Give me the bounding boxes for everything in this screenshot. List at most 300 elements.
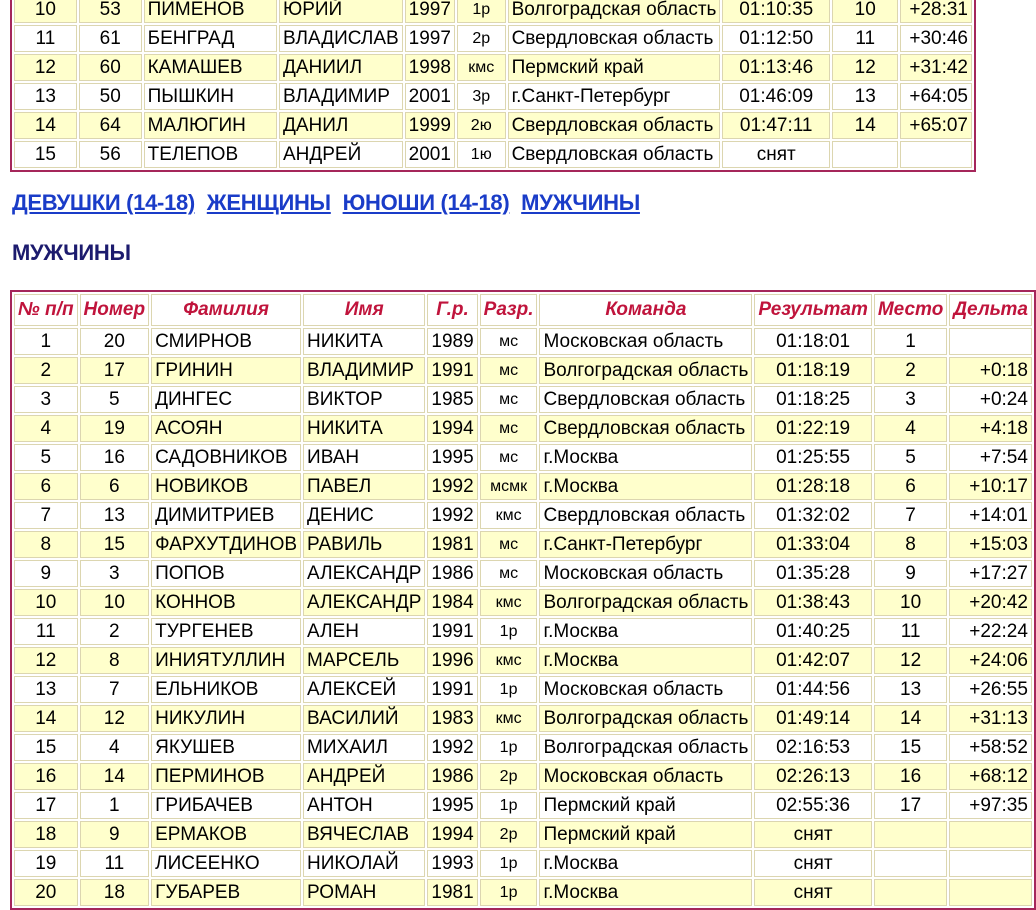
cell-place xyxy=(874,879,947,906)
cell-surname: СМИРНОВ xyxy=(151,328,301,355)
cell-result: 01:42:07 xyxy=(754,647,872,674)
cell-place: 10 xyxy=(832,0,898,23)
cell-position: 15 xyxy=(14,734,78,761)
cell-bib: 8 xyxy=(80,647,150,674)
cell-birth-year: 1993 xyxy=(427,850,477,877)
cell-place: 15 xyxy=(874,734,947,761)
cell-rank: мс xyxy=(480,357,538,384)
cell-name: АЛЕКСАНДР xyxy=(303,589,425,616)
table-row xyxy=(14,386,1032,413)
cell-result: снят xyxy=(754,821,872,848)
cell-place: 7 xyxy=(874,502,947,529)
cell-surname: ГРИБАЧЕВ xyxy=(151,792,301,819)
cell-rank: 1р xyxy=(480,734,538,761)
cell-position: 12 xyxy=(14,647,78,674)
cell-bib: 2 xyxy=(80,618,150,645)
cell-rank: 1р xyxy=(457,0,506,23)
cell-rank: 1р xyxy=(480,792,538,819)
category-nav xyxy=(12,190,646,216)
cell-result: 01:18:25 xyxy=(754,386,872,413)
cell-position: 1 xyxy=(14,328,78,355)
cell-position: 16 xyxy=(14,763,78,790)
cell-position: 13 xyxy=(14,676,78,703)
cell-name: АНДРЕЙ xyxy=(303,763,425,790)
cell-position: 12 xyxy=(14,54,77,81)
cell-position: 11 xyxy=(14,618,78,645)
cell-bib: 16 xyxy=(80,444,150,471)
cell-surname: КОННОВ xyxy=(151,589,301,616)
cell-delta: +22:24 xyxy=(949,618,1032,645)
cell-birth-year: 1981 xyxy=(427,531,477,558)
cell-bib: 50 xyxy=(79,83,142,110)
cell-bib: 18 xyxy=(80,879,150,906)
cell-birth-year: 1986 xyxy=(427,560,477,587)
nav-link-girls[interactable]: ДЕВУШКИ (14-18) xyxy=(12,190,195,215)
cell-position: 15 xyxy=(14,141,77,168)
cell-place xyxy=(874,821,947,848)
cell-team: г.Москва xyxy=(539,618,752,645)
cell-result: 02:55:36 xyxy=(754,792,872,819)
cell-team: Свердловская область xyxy=(539,386,752,413)
cell-place: 9 xyxy=(874,560,947,587)
cell-place xyxy=(832,141,898,168)
cell-surname: ПЫШКИН xyxy=(144,83,277,110)
cell-surname: ГУБАРЕВ xyxy=(151,879,301,906)
cell-delta: +15:03 xyxy=(949,531,1032,558)
cell-team: Волгоградская область xyxy=(508,0,721,23)
header-place: Место xyxy=(874,294,947,326)
cell-bib: 5 xyxy=(80,386,150,413)
cell-delta: +28:31 xyxy=(900,0,972,23)
cell-surname: ЕРМАКОВ xyxy=(151,821,301,848)
cell-bib: 17 xyxy=(80,357,150,384)
header-surname: Фамилия xyxy=(151,294,301,326)
table-row xyxy=(14,357,1032,384)
table-row xyxy=(14,502,1032,529)
cell-bib: 3 xyxy=(80,560,150,587)
cell-rank: мс xyxy=(480,386,538,413)
cell-surname: ПЕРМИНОВ xyxy=(151,763,301,790)
cell-bib: 9 xyxy=(80,821,150,848)
cell-delta: +4:18 xyxy=(949,415,1032,442)
results-table-men-body xyxy=(14,328,1032,906)
cell-name: ПАВЕЛ xyxy=(303,473,425,500)
cell-rank: мс xyxy=(480,531,538,558)
header-team: Команда xyxy=(539,294,752,326)
cell-place: 17 xyxy=(874,792,947,819)
cell-name: НИКИТА xyxy=(303,415,425,442)
table-header-row xyxy=(14,294,1032,326)
cell-result: снят xyxy=(754,850,872,877)
cell-position: 2 xyxy=(14,357,78,384)
header-name: Имя xyxy=(303,294,425,326)
cell-rank: 1р xyxy=(480,850,538,877)
cell-name: ВАСИЛИЙ xyxy=(303,705,425,732)
cell-surname: ГРИНИН xyxy=(151,357,301,384)
cell-team: г.Санкт-Петербург xyxy=(539,531,752,558)
cell-birth-year: 1996 xyxy=(427,647,477,674)
cell-surname: НИКУЛИН xyxy=(151,705,301,732)
cell-bib: 12 xyxy=(80,705,150,732)
table-row xyxy=(14,141,972,168)
cell-rank: 3р xyxy=(457,83,506,110)
cell-rank: кмс xyxy=(480,647,538,674)
cell-rank: кмс xyxy=(457,54,506,81)
cell-result: 02:16:53 xyxy=(754,734,872,761)
cell-birth-year: 1986 xyxy=(427,763,477,790)
cell-team: Свердловская область xyxy=(539,502,752,529)
cell-team: Свердловская область xyxy=(539,415,752,442)
cell-position: 10 xyxy=(14,589,78,616)
cell-result: 01:32:02 xyxy=(754,502,872,529)
cell-result: 02:26:13 xyxy=(754,763,872,790)
cell-name: ВЯЧЕСЛАВ xyxy=(303,821,425,848)
cell-place: 12 xyxy=(832,54,898,81)
cell-team: Волгоградская область xyxy=(539,734,752,761)
table-row xyxy=(14,589,1032,616)
cell-place: 6 xyxy=(874,473,947,500)
cell-team: г.Москва xyxy=(539,879,752,906)
cell-delta: +64:05 xyxy=(900,83,972,110)
cell-surname: ЯКУШЕВ xyxy=(151,734,301,761)
cell-team: г.Москва xyxy=(539,444,752,471)
cell-delta: +31:42 xyxy=(900,54,972,81)
cell-delta xyxy=(949,879,1032,906)
cell-surname: КАМАШЕВ xyxy=(144,54,277,81)
results-table-previous xyxy=(10,0,976,172)
cell-delta: +17:27 xyxy=(949,560,1032,587)
cell-name: НИКОЛАЙ xyxy=(303,850,425,877)
cell-delta: +31:13 xyxy=(949,705,1032,732)
cell-bib: 7 xyxy=(80,676,150,703)
cell-position: 17 xyxy=(14,792,78,819)
table-row xyxy=(14,444,1032,471)
cell-position: 11 xyxy=(14,25,77,52)
cell-surname: ТУРГЕНЕВ xyxy=(151,618,301,645)
cell-position: 20 xyxy=(14,879,78,906)
cell-place: 11 xyxy=(874,618,947,645)
cell-name: ВЛАДИСЛАВ xyxy=(279,25,403,52)
cell-rank: мс xyxy=(480,328,538,355)
cell-team: Свердловская область xyxy=(508,141,721,168)
cell-birth-year: 1995 xyxy=(427,792,477,819)
cell-result: 01:22:19 xyxy=(754,415,872,442)
cell-bib: 64 xyxy=(79,112,142,139)
cell-place: 8 xyxy=(874,531,947,558)
cell-name: ДЕНИС xyxy=(303,502,425,529)
cell-team: г.Москва xyxy=(539,473,752,500)
header-rank: Разр. xyxy=(480,294,538,326)
cell-place: 14 xyxy=(874,705,947,732)
table-row xyxy=(14,676,1032,703)
cell-surname: ФАРХУТДИНОВ xyxy=(151,531,301,558)
cell-name: АНДРЕЙ xyxy=(279,141,403,168)
cell-delta: +10:17 xyxy=(949,473,1032,500)
table-row xyxy=(14,83,972,110)
header-position: № п/п xyxy=(14,294,78,326)
table-row xyxy=(14,705,1032,732)
results-table-men xyxy=(10,290,1036,910)
cell-surname: ПИМЕНОВ xyxy=(144,0,277,23)
cell-rank: 2р xyxy=(480,821,538,848)
cell-bib: 6 xyxy=(80,473,150,500)
results-table-previous-body xyxy=(14,0,972,168)
cell-place: 13 xyxy=(832,83,898,110)
cell-position: 10 xyxy=(14,0,77,23)
cell-team: г.Санкт-Петербург xyxy=(508,83,721,110)
cell-name: МИХАИЛ xyxy=(303,734,425,761)
cell-surname: НОВИКОВ xyxy=(151,473,301,500)
header-birth-year: Г.р. xyxy=(427,294,477,326)
cell-name: РОМАН xyxy=(303,879,425,906)
cell-result: 01:12:50 xyxy=(722,25,830,52)
header-delta: Дельта xyxy=(949,294,1032,326)
cell-delta xyxy=(949,821,1032,848)
cell-birth-year: 1991 xyxy=(427,618,477,645)
cell-birth-year: 2001 xyxy=(405,141,455,168)
cell-surname: ЕЛЬНИКОВ xyxy=(151,676,301,703)
cell-name: МАРСЕЛЬ xyxy=(303,647,425,674)
cell-delta: +20:42 xyxy=(949,589,1032,616)
section-title: МУЖЧИНЫ xyxy=(12,240,131,265)
cell-name: РАВИЛЬ xyxy=(303,531,425,558)
cell-team: Волгоградская область xyxy=(539,705,752,732)
cell-birth-year: 1999 xyxy=(405,112,455,139)
cell-position: 13 xyxy=(14,83,77,110)
cell-bib: 56 xyxy=(79,141,142,168)
cell-bib: 15 xyxy=(80,531,150,558)
cell-surname: АСОЯН xyxy=(151,415,301,442)
cell-birth-year: 1992 xyxy=(427,502,477,529)
cell-result: снят xyxy=(722,141,830,168)
cell-surname: ЛИСЕЕНКО xyxy=(151,850,301,877)
cell-place: 2 xyxy=(874,357,947,384)
cell-rank: мсмк xyxy=(480,473,538,500)
cell-delta: +14:01 xyxy=(949,502,1032,529)
cell-name: ЮРИЙ xyxy=(279,0,403,23)
cell-team: Волгоградская область xyxy=(539,589,752,616)
cell-birth-year: 1991 xyxy=(427,676,477,703)
cell-name: ДАНИЛ xyxy=(279,112,403,139)
cell-rank: 1р xyxy=(480,676,538,703)
cell-place: 13 xyxy=(874,676,947,703)
header-result: Результат xyxy=(754,294,872,326)
cell-place: 3 xyxy=(874,386,947,413)
cell-team: Пермский край xyxy=(539,792,752,819)
cell-result: 01:38:43 xyxy=(754,589,872,616)
cell-name: АНТОН xyxy=(303,792,425,819)
table-row xyxy=(14,560,1032,587)
cell-place: 11 xyxy=(832,25,898,52)
cell-delta: +30:46 xyxy=(900,25,972,52)
cell-birth-year: 1994 xyxy=(427,415,477,442)
cell-team: Московская область xyxy=(539,676,752,703)
nav-link-women[interactable]: ЖЕНЩИНЫ xyxy=(206,190,331,215)
cell-bib: 1 xyxy=(80,792,150,819)
cell-surname: ПОПОВ xyxy=(151,560,301,587)
cell-bib: 11 xyxy=(80,850,150,877)
cell-team: Московская область xyxy=(539,560,752,587)
cell-birth-year: 1981 xyxy=(427,879,477,906)
cell-rank: кмс xyxy=(480,589,538,616)
table-row xyxy=(14,25,972,52)
cell-result: 01:13:46 xyxy=(722,54,830,81)
cell-team: Пермский край xyxy=(539,821,752,848)
cell-bib: 60 xyxy=(79,54,142,81)
cell-bib: 10 xyxy=(80,589,150,616)
table-row xyxy=(14,850,1032,877)
table-row xyxy=(14,879,1032,906)
cell-place: 12 xyxy=(874,647,947,674)
cell-delta: +26:55 xyxy=(949,676,1032,703)
cell-birth-year: 1994 xyxy=(427,821,477,848)
cell-name: ВЛАДИМИР xyxy=(303,357,425,384)
cell-delta: +58:52 xyxy=(949,734,1032,761)
cell-team: Московская область xyxy=(539,763,752,790)
cell-result: 01:33:04 xyxy=(754,531,872,558)
cell-delta: +0:24 xyxy=(949,386,1032,413)
table-row xyxy=(14,792,1032,819)
table-row xyxy=(14,734,1032,761)
cell-position: 6 xyxy=(14,473,78,500)
table-row xyxy=(14,473,1032,500)
nav-link-men[interactable]: МУЖЧИНЫ xyxy=(521,190,640,215)
table-row xyxy=(14,531,1032,558)
cell-team: Свердловская область xyxy=(508,25,721,52)
cell-bib: 61 xyxy=(79,25,142,52)
cell-team: Волгоградская область xyxy=(539,357,752,384)
table-row xyxy=(14,647,1032,674)
cell-bib: 53 xyxy=(79,0,142,23)
cell-delta xyxy=(900,141,972,168)
cell-position: 18 xyxy=(14,821,78,848)
cell-delta: +65:07 xyxy=(900,112,972,139)
cell-rank: мс xyxy=(480,560,538,587)
cell-rank: 1ю xyxy=(457,141,506,168)
cell-rank: 2р xyxy=(480,763,538,790)
cell-result: 01:40:25 xyxy=(754,618,872,645)
header-bib: Номер xyxy=(80,294,150,326)
cell-result: 01:49:14 xyxy=(754,705,872,732)
cell-result: 01:35:28 xyxy=(754,560,872,587)
cell-place: 4 xyxy=(874,415,947,442)
cell-position: 9 xyxy=(14,560,78,587)
table-row xyxy=(14,112,972,139)
cell-result: 01:10:35 xyxy=(722,0,830,23)
table-row xyxy=(14,618,1032,645)
cell-rank: 2р xyxy=(457,25,506,52)
cell-delta: +68:12 xyxy=(949,763,1032,790)
cell-position: 4 xyxy=(14,415,78,442)
cell-surname: ДИНГЕС xyxy=(151,386,301,413)
cell-name: ИВАН xyxy=(303,444,425,471)
cell-bib: 20 xyxy=(80,328,150,355)
cell-surname: МАЛЮГИН xyxy=(144,112,277,139)
cell-name: АЛЕКСАНДР xyxy=(303,560,425,587)
cell-birth-year: 1997 xyxy=(405,0,455,23)
cell-surname: ИНИЯТУЛЛИН xyxy=(151,647,301,674)
cell-birth-year: 1992 xyxy=(427,734,477,761)
cell-delta: +0:18 xyxy=(949,357,1032,384)
cell-name: ДАНИИЛ xyxy=(279,54,403,81)
cell-result: 01:44:56 xyxy=(754,676,872,703)
cell-delta xyxy=(949,850,1032,877)
cell-rank: 1р xyxy=(480,879,538,906)
cell-bib: 13 xyxy=(80,502,150,529)
cell-delta: +24:06 xyxy=(949,647,1032,674)
cell-place: 10 xyxy=(874,589,947,616)
cell-birth-year: 1992 xyxy=(427,473,477,500)
cell-position: 5 xyxy=(14,444,78,471)
cell-position: 19 xyxy=(14,850,78,877)
cell-team: Московская область xyxy=(539,328,752,355)
cell-name: ВИКТОР xyxy=(303,386,425,413)
cell-birth-year: 1985 xyxy=(427,386,477,413)
cell-surname: ТЕЛЕПОВ xyxy=(144,141,277,168)
cell-rank: мс xyxy=(480,444,538,471)
cell-place: 16 xyxy=(874,763,947,790)
table-row xyxy=(14,415,1032,442)
cell-birth-year: 2001 xyxy=(405,83,455,110)
cell-name: АЛЕКСЕЙ xyxy=(303,676,425,703)
table-row xyxy=(14,0,972,23)
cell-bib: 14 xyxy=(80,763,150,790)
cell-rank: кмс xyxy=(480,705,538,732)
cell-surname: ДИМИТРИЕВ xyxy=(151,502,301,529)
cell-name: ВЛАДИМИР xyxy=(279,83,403,110)
table-row xyxy=(14,763,1032,790)
cell-bib: 19 xyxy=(80,415,150,442)
cell-birth-year: 1984 xyxy=(427,589,477,616)
cell-position: 7 xyxy=(14,502,78,529)
cell-birth-year: 1997 xyxy=(405,25,455,52)
cell-result: снят xyxy=(754,879,872,906)
cell-delta xyxy=(949,328,1032,355)
cell-surname: САДОВНИКОВ xyxy=(151,444,301,471)
cell-team: г.Москва xyxy=(539,647,752,674)
cell-place: 5 xyxy=(874,444,947,471)
cell-position: 14 xyxy=(14,705,78,732)
cell-result: 01:18:01 xyxy=(754,328,872,355)
cell-rank: мс xyxy=(480,415,538,442)
cell-birth-year: 1991 xyxy=(427,357,477,384)
cell-rank: кмс xyxy=(480,502,538,529)
cell-place: 1 xyxy=(874,328,947,355)
cell-result: 01:46:09 xyxy=(722,83,830,110)
nav-link-boys[interactable]: ЮНОШИ (14-18) xyxy=(342,190,510,215)
cell-birth-year: 1989 xyxy=(427,328,477,355)
cell-surname: БЕНГРАД xyxy=(144,25,277,52)
cell-birth-year: 1995 xyxy=(427,444,477,471)
cell-name: НИКИТА xyxy=(303,328,425,355)
cell-delta: +7:54 xyxy=(949,444,1032,471)
cell-birth-year: 1998 xyxy=(405,54,455,81)
cell-rank: 1р xyxy=(480,618,538,645)
cell-position: 3 xyxy=(14,386,78,413)
cell-rank: 2ю xyxy=(457,112,506,139)
table-row xyxy=(14,821,1032,848)
cell-result: 01:18:19 xyxy=(754,357,872,384)
table-row xyxy=(14,54,972,81)
cell-position: 14 xyxy=(14,112,77,139)
cell-delta: +97:35 xyxy=(949,792,1032,819)
table-row xyxy=(14,328,1032,355)
cell-team: Свердловская область xyxy=(508,112,721,139)
cell-bib: 4 xyxy=(80,734,150,761)
cell-team: Пермский край xyxy=(508,54,721,81)
cell-result: 01:47:11 xyxy=(722,112,830,139)
cell-place xyxy=(874,850,947,877)
